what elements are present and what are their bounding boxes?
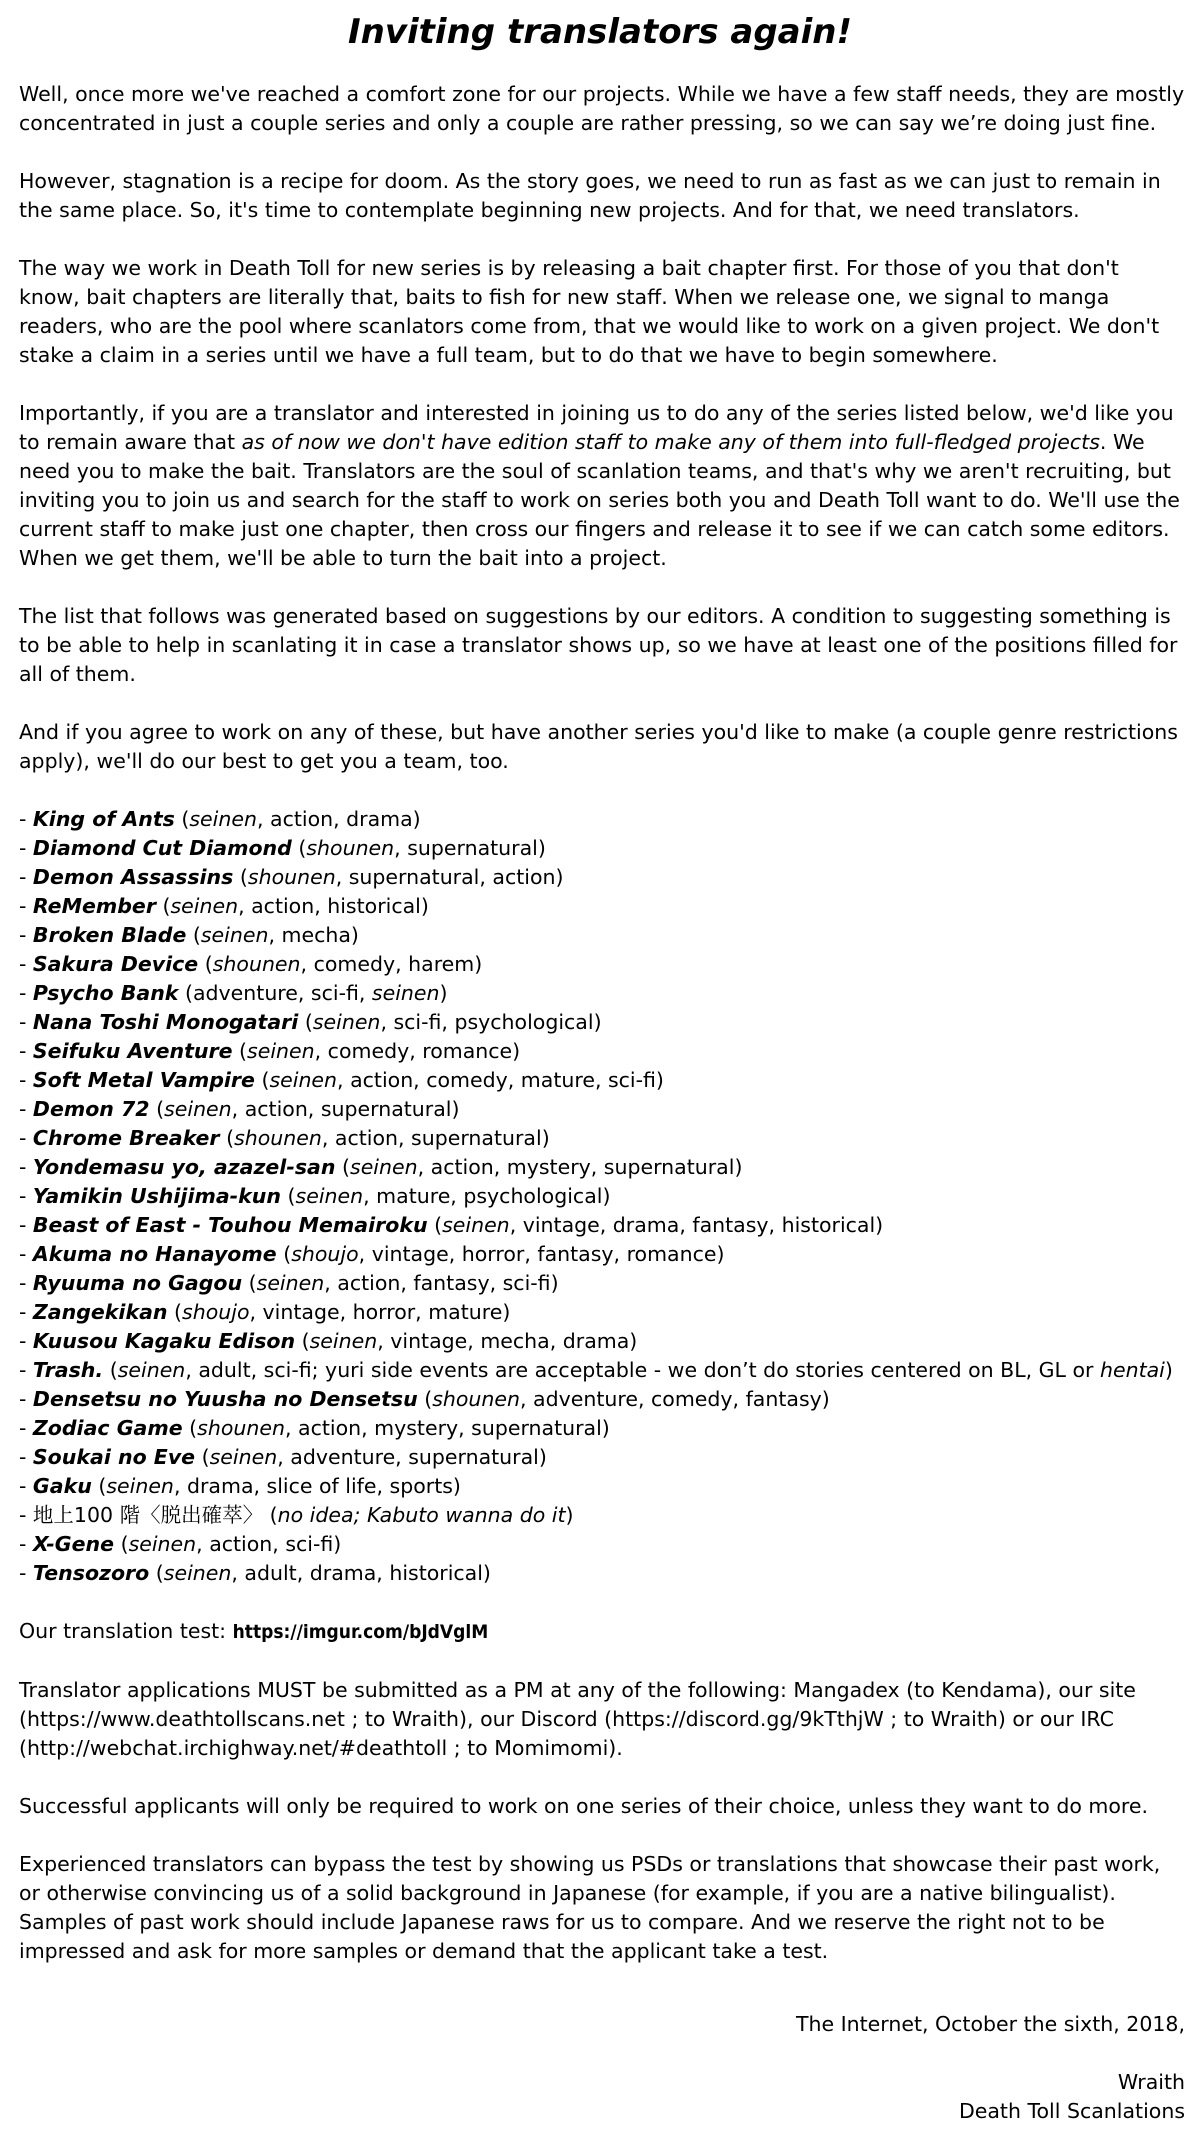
series-title: Sakura Device <box>32 952 199 976</box>
series-list-item: - King of Ants (seinen, action, drama) <box>19 807 421 831</box>
page-title: Inviting translators again! <box>347 12 852 52</box>
series-demographic: no idea; Kabuto wanna do it <box>277 1503 566 1527</box>
series-genres: , action, sci-fi) <box>196 1532 342 1556</box>
series-title: Soukai no Eve <box>32 1445 196 1469</box>
series-list-item: - Tensozoro (seinen, adult, drama, historical) <box>19 1561 491 1585</box>
experienced-translators-paragraph: Experienced translators can bypass the test by showing us PSDs or translations that showcase their past work, or otherwise convincing us of a solid background in Japanese (for example, if you are a native bilingualist). Samples of past work should include Japanese raws for us to compare. And we reserve the right not to be impressed and ask for more samples or demand that the applicant take a test. <box>19 1852 1161 1963</box>
series-genres: , sci-fi, psychological) <box>380 1010 602 1034</box>
series-list-item: - Yondemasu yo, azazel-san (seinen, action, mystery, supernatural) <box>19 1155 743 1179</box>
series-list-item: - Diamond Cut Diamond (shounen, supernatural) <box>19 836 546 860</box>
series-genres: , action, drama) <box>256 807 421 831</box>
series-title: King of Ants <box>32 807 175 831</box>
series-demographic: shounen <box>197 1416 285 1440</box>
series-demographic: seinen <box>350 1155 418 1179</box>
series-demographic: seinen <box>163 1561 232 1585</box>
series-title: 地上100 階〈脱出確萃〉 <box>32 1503 264 1527</box>
series-list-item: - Demon Assassins (shounen, supernatural, action) <box>19 865 564 889</box>
series-title: Yondemasu yo, azazel-san <box>32 1155 336 1179</box>
series-list-item: - Zangekikan (shoujo, vintage, horror, mature) <box>19 1300 511 1324</box>
series-title: Zodiac Game <box>32 1416 183 1440</box>
signature-name: Wraith <box>1117 2070 1185 2094</box>
series-list-item: - Psycho Bank (adventure, sci-fi, seinen) <box>19 981 448 1005</box>
series-demographic: seinen <box>106 1474 174 1498</box>
series-genre-italic: seinen <box>371 981 440 1005</box>
series-list-item: - Nana Toshi Monogatari (seinen, sci-fi, psychological) <box>19 1010 602 1034</box>
series-demographic: shoujo <box>291 1242 359 1266</box>
series-title: X-Gene <box>32 1532 115 1556</box>
series-list-item: - Akuma no Hanayome (shoujo, vintage, horror, fantasy, romance) <box>19 1242 725 1266</box>
series-title: Broken Blade <box>32 923 187 947</box>
series-genres: , vintage, drama, fantasy, historical) <box>509 1213 884 1237</box>
translation-test-label: Our translation test: <box>19 1619 233 1643</box>
series-genres: , drama, slice of life, sports) <box>173 1474 461 1498</box>
importantly-text-a: Importantly, if you are a translator and interested in joining us to do any of the series listed below, we'd like you to remain aware that <box>19 401 1174 454</box>
series-demographic: shoujo <box>182 1300 250 1324</box>
series-genres: ) <box>565 1503 574 1527</box>
series-list-item: - Soft Metal Vampire (seinen, action, comedy, mature, sci-fi) <box>19 1068 664 1092</box>
series-title: Psycho Bank <box>32 981 179 1005</box>
series-demographic: seinen <box>256 1271 325 1295</box>
series-genres: , mecha) <box>268 923 359 947</box>
series-genres: , vintage, horror, mature) <box>249 1300 511 1324</box>
series-title: Akuma no Hanayome <box>32 1242 277 1266</box>
series-title: Demon Assassins <box>32 865 234 889</box>
series-title: Beast of East - Touhou Memairoku <box>32 1213 428 1237</box>
series-title: Diamond Cut Diamond <box>32 836 292 860</box>
series-demographic: seinen <box>164 1097 232 1121</box>
bait-paragraph: The way we work in Death Toll for new series is by releasing a bait chapter first. For those of you that don't know, bait chapters are literally that, baits to fish for new staff. When we release one, we signal to manga readers, who are the pool where scanlators come from, that we would like to work on a given project. We don't stake a claim in a series until we have a full team, but to do that we have to begin somewhere. <box>19 256 1160 367</box>
series-list-item: - ReMember (seinen, action, historical) <box>19 894 429 918</box>
series-list-item: - Chrome Breaker (shounen, action, supernatural) <box>19 1126 550 1150</box>
translation-test-line <box>19 1617 1185 1647</box>
series-list-item: - Sakura Device (shounen, comedy, harem) <box>19 952 483 976</box>
document-body <box>19 80 1185 1995</box>
series-demographic: seinen <box>209 1445 278 1469</box>
series-demographic: seinen <box>200 923 269 947</box>
series-title: Demon 72 <box>32 1097 150 1121</box>
series-demographic: shounen <box>212 952 301 976</box>
series-genres: , action, fantasy, sci-fi) <box>324 1271 559 1295</box>
series-demographic: shounen <box>432 1387 521 1411</box>
series-list-item: - Soukai no Eve (seinen, adventure, supernatural) <box>19 1445 547 1469</box>
series-genres: , action, comedy, mature, sci-fi) <box>337 1068 664 1092</box>
series-title: Yamikin Ushijima-kun <box>32 1184 281 1208</box>
series-demographic: seinen <box>247 1039 315 1063</box>
series-genres: , comedy, harem) <box>300 952 483 976</box>
series-list-item: - Beast of East - Touhou Memairoku (seinen, vintage, drama, fantasy, historical) <box>19 1213 884 1237</box>
other-series-paragraph: And if you agree to work on any of these, but have another series you'd like to make (a couple genre restrictions apply), we'll do our best to get you a team, too. <box>19 720 1178 773</box>
series-title: Tensozoro <box>32 1561 150 1585</box>
series-title: Seifuku Aventure <box>32 1039 233 1063</box>
series-genre-italic: hentai <box>1099 1358 1165 1382</box>
series-genres: , mature, psychological) <box>363 1184 611 1208</box>
series-genres: , adventure, comedy, fantasy) <box>520 1387 830 1411</box>
series-title: Trash. <box>32 1358 104 1382</box>
series-demographic: seinen <box>442 1213 510 1237</box>
signature-group: Death Toll Scanlations <box>958 2099 1185 2123</box>
series-title: Densetsu no Yuusha no Densetsu <box>32 1387 418 1411</box>
series-title: Ryuuma no Gagou <box>32 1271 243 1295</box>
series-title: ReMember <box>32 894 156 918</box>
series-list <box>19 805 1185 1588</box>
series-list-item: - 地上100 階〈脱出確萃〉 (no idea; Kabuto wanna do it) <box>19 1503 574 1527</box>
importantly-paragraph <box>19 399 1185 573</box>
series-title: Zangekikan <box>32 1300 168 1324</box>
series-genres: , supernatural, action) <box>335 865 564 889</box>
series-genres: , action, supernatural) <box>321 1126 550 1150</box>
series-genres: , action, supernatural) <box>231 1097 460 1121</box>
series-demographic: seinen <box>128 1532 197 1556</box>
series-demographic: seinen <box>312 1010 381 1034</box>
series-list-item: - X-Gene (seinen, action, sci-fi) <box>19 1532 342 1556</box>
stagnation-paragraph: However, stagnation is a recipe for doom. As the story goes, we need to run as fast as we can just to remain in the same place. So, it's time to contemplate beginning new projects. And for that, we need translators. <box>19 169 1161 222</box>
series-genres: , vintage, mecha, drama) <box>377 1329 638 1353</box>
series-list-item: - Demon 72 (seinen, action, supernatural) <box>19 1097 460 1121</box>
series-list-item: - Yamikin Ushijima-kun (seinen, mature, psychological) <box>19 1184 611 1208</box>
series-genres: , action, mystery, supernatural) <box>417 1155 743 1179</box>
series-list-item: - Zodiac Game (shounen, action, mystery, supernatural) <box>19 1416 610 1440</box>
translation-test-link[interactable]: https://imgur.com/bJdVglM <box>232 1621 489 1643</box>
list-intro-paragraph: The list that follows was generated based on suggestions by our editors. A condition to suggesting something is to be able to help in scanlating it in case a translator shows up, so we have at least one of the positions filled for all of them. <box>19 604 1178 686</box>
series-demographic: seinen <box>269 1068 338 1092</box>
series-list-item: - Broken Blade (seinen, mecha) <box>19 923 359 947</box>
series-list-item: - Ryuuma no Gagou (seinen, action, fantasy, sci-fi) <box>19 1271 559 1295</box>
series-title: Nana Toshi Monogatari <box>32 1010 299 1034</box>
series-demographic: seinen <box>189 807 257 831</box>
series-genres: , action, mystery, supernatural) <box>284 1416 610 1440</box>
series-demographic: shounen <box>306 836 395 860</box>
series-list-item: - Seifuku Aventure (seinen, comedy, romance) <box>19 1039 521 1063</box>
series-genre-close: ) <box>1164 1358 1173 1382</box>
importantly-text-emphasis: as of now we don't have edition staff to make any of them into full-fledged projects <box>241 430 1100 454</box>
series-genres: , adult, sci-fi; yuri side events are acceptable - we don’t do stories centered on BL, GL or <box>185 1358 1100 1382</box>
series-genres: , adventure, supernatural) <box>277 1445 547 1469</box>
series-demographic: seinen <box>117 1358 186 1382</box>
series-genres: , comedy, romance) <box>314 1039 521 1063</box>
series-list-item: - Trash. (seinen, adult, sci-fi; yuri side events are acceptable - we don’t do stories centered on BL, GL or hentai) <box>19 1358 1173 1382</box>
series-title: Soft Metal Vampire <box>32 1068 255 1092</box>
series-genres: , vintage, horror, fantasy, romance) <box>358 1242 725 1266</box>
series-list-item: - Kuusou Kagaku Edison (seinen, vintage, mecha, drama) <box>19 1329 638 1353</box>
importantly-text-c: . We need you to make the bait. Translators are the soul of scanlation teams, and that's why we aren't recruiting, but inviting you to join us and search for the staff to work on series both you and Death Toll want to do. We'll use the current staff to make just one chapter, then cross our fingers and release it to see if we can catch some editors. When we get them, we'll be able to turn the bait into a project. <box>19 430 1180 570</box>
series-demographic: seinen <box>295 1184 364 1208</box>
series-genre-close: ) <box>439 981 448 1005</box>
series-title: Kuusou Kagaku Edison <box>32 1329 296 1353</box>
series-title: Gaku <box>32 1474 92 1498</box>
series-demographic: shounen <box>247 865 336 889</box>
series-demographic: seinen <box>170 894 239 918</box>
series-genres: , adult, drama, historical) <box>231 1561 491 1585</box>
series-demographic: shounen <box>234 1126 322 1150</box>
series-demographic: seinen <box>309 1329 378 1353</box>
series-title: Chrome Breaker <box>32 1126 220 1150</box>
series-list-item: - Densetsu no Yuusha no Densetsu (shounen, adventure, comedy, fantasy) <box>19 1387 830 1411</box>
applications-paragraph: Translator applications MUST be submitted as a PM at any of the following: Mangadex (to Kendama), our site (https://www.deathtollscans.net ; to Wraith), our Discord (https://discord.gg/9kTthjW ; to Wraith) or our IRC (http://webchat.irchighway.net/#deathtoll ; to Momimomi). <box>19 1678 1136 1760</box>
series-genres: (adventure, sci-fi, <box>184 981 372 1005</box>
successful-applicants-paragraph: Successful applicants will only be required to work on one series of their choice, unless they want to do more. <box>19 1794 1149 1818</box>
series-genres: , supernatural) <box>394 836 546 860</box>
intro-paragraph: Well, once more we've reached a comfort zone for our projects. While we have a few staff needs, they are mostly concentrated in just a couple series and only a couple are rather pressing, so we can say we’re doing just fine. <box>19 82 1185 135</box>
series-genres: , action, historical) <box>238 894 429 918</box>
signature-date: The Internet, October the sixth, 2018, <box>795 2012 1185 2036</box>
series-list-item: - Gaku (seinen, drama, slice of life, sports) <box>19 1474 461 1498</box>
